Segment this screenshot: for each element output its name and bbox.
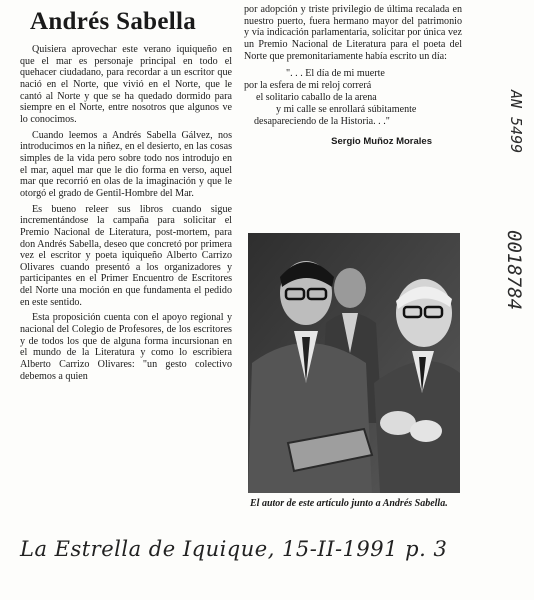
poem-line: por la esfera de mi reloj correrá [244, 80, 372, 92]
article-paragraph: Quisiera aprovechar este verano iquiqueño en que el mar es personaje principal en todo el quehacer ciudadano, para recordar a un escritor que nació en el Norte, que vivió en el Norte, que le cantó al Norte y que se ha quedado dormido para siempre en el Norte, entre nosotros que algunos ve lo conocimos. [20, 44, 232, 125]
poem-line: desapareciendo de la Historia. . ." [254, 116, 390, 128]
archive-stamp-number: 0018784 [503, 230, 525, 311]
poem-quote [244, 68, 462, 128]
article-paragraph: Cuando leemos a Andrés Sabella Gálvez, nos introducimos en la niñez, en el desierto, en las cosas simples de la vida pero sobre todo nos introdujo en el mar, aquel mar que le dio forma en verso, aquel mar que recorrió en olas de la imaginación y que le otorgó el grado de Gentil-Hombre del Mar. [20, 129, 232, 199]
article-photo [248, 233, 460, 493]
archive-side-stamp [494, 80, 528, 380]
article-paragraph: por adopción y triste privilegio de última recalada en nuestro puerto, fuera hermano mayor del patrimonio y vía indicación parlamentaria, solicitar por única vez un Premio Nacional de Literatura para el poeta del Norte que premonitariamente había escrito un día: [244, 4, 462, 62]
poem-line: y mi calle se enrollará súbitamente [276, 104, 417, 116]
photo-caption: El autor de este artículo junto a Andrés Sabella. [250, 498, 448, 509]
handwritten-source-note: La Estrella de Iquique, 15-II-1991 p. 3 [20, 537, 448, 561]
article-title: Andrés Sabella [30, 8, 197, 35]
article-paragraph: Es bueno releer sus libros cuando sigue incrementándose la campaña para solicitar el Premio Nacional de Literatura, post-mortem, para don Andrés Sabella, deseo que concretó por primera vez el escritor y poeta iquiqueño Alberto Carrizo Olivares cuando presentó a los organizadores y participantes en el Primer Encuentro de Escritores del Norte una moción en que fundamenta el pedido en este sentido. [20, 203, 232, 308]
article-author: Sergio Muñoz Morales [331, 136, 432, 148]
article-paragraph: Esta proposición cuenta con el apoyo regional y nacional del Colegio de Profesores, de los escritores y de todos los que de alguna forma incursionan en el mundo de la Literatura y como lo escribiera Alberto Carrizo Olivares: "un gesto colectivo debemos a quien [20, 312, 232, 382]
article-right-column [244, 4, 462, 148]
photo-illustration [248, 233, 460, 493]
poem-line: ". . . El día de mi muerte [286, 68, 385, 80]
poem-line: el solitario caballo de la arena [256, 92, 377, 104]
article-left-column [20, 44, 232, 386]
archive-stamp-code: AN 5499 [507, 90, 525, 154]
